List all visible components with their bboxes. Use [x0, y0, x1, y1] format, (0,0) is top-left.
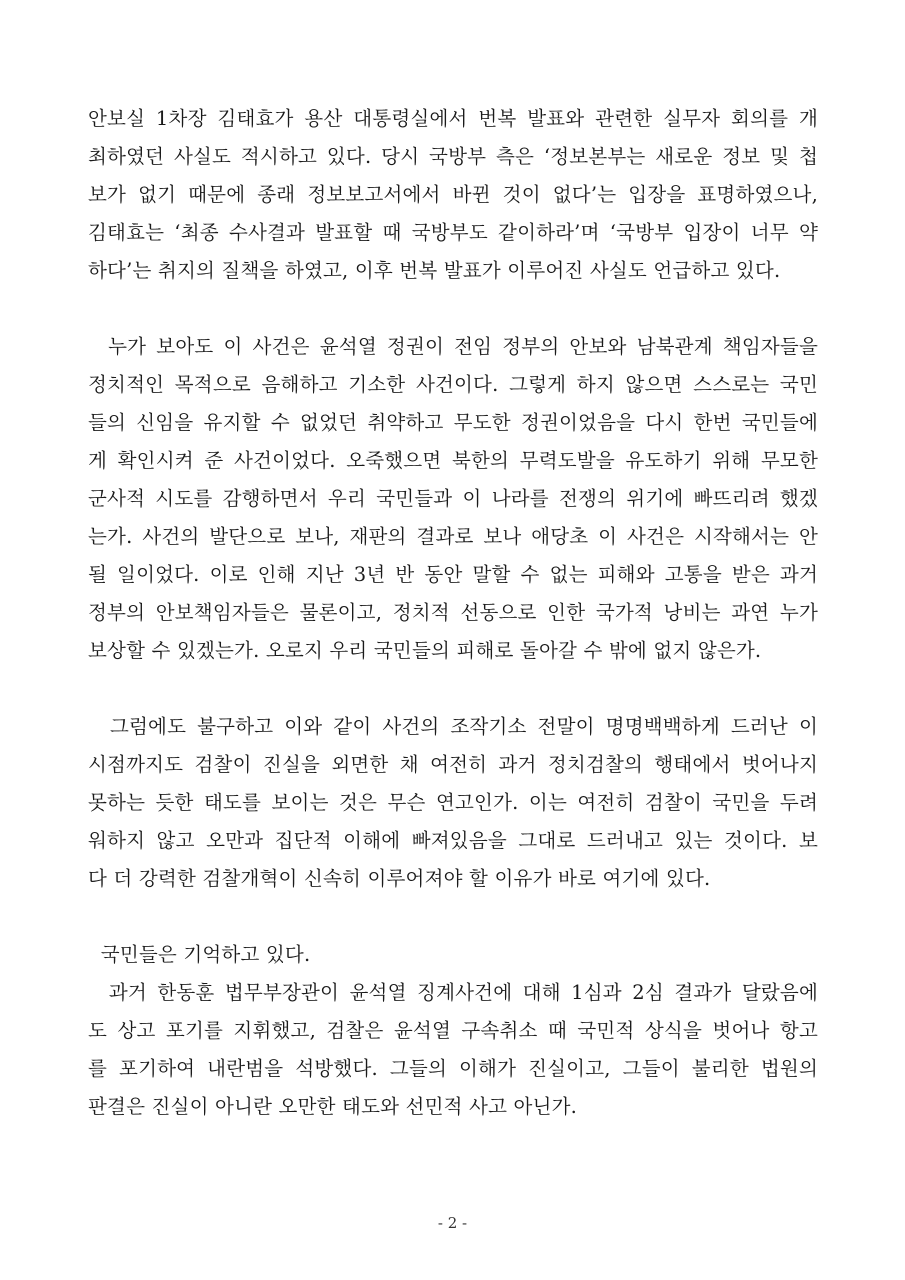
text-line: 최하였던 사실도 적시하고 있다. 당시 국방부 측은 ‘정보본부는 새로운 정보 및 첩: [88, 145, 818, 168]
page-number: - 2 -: [437, 1214, 468, 1232]
text-line: 그럼에도 불구하고 이와 같이 사건의 조작기소 전말이 명명백백하게 드러난 이: [88, 715, 818, 738]
text-line: 국민들은 기억하고 있다.: [88, 943, 311, 966]
paragraph-gap: [88, 670, 818, 708]
text-line: 군사적 시도를 감행하면서 우리 국민들과 이 나라를 전쟁의 위기에 빠뜨리려 했겠: [88, 487, 818, 510]
text-line: 정치적인 목적으로 음해하고 기소한 사건이다. 그렇게 하지 않으면 스스로는 국민: [88, 373, 818, 396]
text-line: 도 상고 포기를 지휘했고, 검찰은 윤석열 구속취소 때 국민적 상식을 벗어나 항고: [88, 1019, 818, 1042]
paragraph-3: [88, 708, 818, 898]
text-line: 누가 보아도 이 사건은 윤석열 정권이 전임 정부의 안보와 남북관계 책임자들을: [88, 335, 818, 358]
text-line: 될 일이었다. 이로 인해 지난 3년 반 동안 말할 수 없는 피해와 고통을 받은 과거: [88, 563, 818, 586]
paragraph-gap: [88, 290, 818, 328]
document-body: [88, 100, 818, 1126]
paragraph-1: [88, 100, 818, 290]
text-line: 게 확인시켜 준 사건이었다. 오죽했으면 북한의 무력도발을 유도하기 위해 무모한: [88, 449, 818, 472]
text-line: 과거 한동훈 법무부장관이 윤석열 징계사건에 대해 1심과 2심 결과가 달랐음에: [88, 981, 818, 1004]
text-line: 보상할 수 있겠는가. 오로지 우리 국민들의 피해로 돌아갈 수 밖에 없지 않은가.: [88, 639, 762, 662]
text-line: 들의 신임을 유지할 수 없었던 취약하고 무도한 정권이었음을 다시 한번 국민들에: [88, 411, 818, 434]
text-line: 는가. 사건의 발단으로 보나, 재판의 결과로 보나 애당초 이 사건은 시작해서는 안: [88, 525, 818, 548]
text-line: 못하는 듯한 태도를 보이는 것은 무슨 연고인가. 이는 여전히 검찰이 국민을 두려: [88, 791, 818, 814]
text-line: 를 포기하여 내란범을 석방했다. 그들의 이해가 진실이고, 그들이 불리한 법원의: [88, 1057, 818, 1080]
text-line: 워하지 않고 오만과 집단적 이해에 빠져있음을 그대로 드러내고 있는 것이다. 보: [88, 829, 818, 852]
text-line: 보가 없기 때문에 종래 정보보고서에서 바뀐 것이 없다’는 입장을 표명하였으나,: [88, 183, 818, 206]
paragraph-gap: [88, 898, 818, 936]
text-line: 정부의 안보책임자들은 물론이고, 정치적 선동으로 인한 국가적 낭비는 과연 누가: [88, 601, 818, 624]
text-line: 다 더 강력한 검찰개혁이 신속히 이루어져야 할 이유가 바로 여기에 있다.: [88, 867, 711, 890]
text-line: 김태효는 ‘최종 수사결과 발표할 때 국방부도 같이하라’며 ‘국방부 입장이 너무 약: [88, 221, 818, 244]
text-line: 판결은 진실이 아니란 오만한 태도와 선민적 사고 아닌가.: [88, 1095, 578, 1118]
text-line: 시점까지도 검찰이 진실을 외면한 채 여전히 과거 정치검찰의 행태에서 벗어나지: [88, 753, 818, 776]
paragraph-2: [88, 328, 818, 670]
text-line: 하다’는 취지의 질책을 하였고, 이후 번복 발표가 이루어진 사실도 언급하고 있다.: [88, 259, 781, 282]
paragraph-4: [88, 936, 818, 1126]
text-line: 안보실 1차장 김태효가 용산 대통령실에서 번복 발표와 관련한 실무자 회의를 개: [88, 107, 818, 130]
